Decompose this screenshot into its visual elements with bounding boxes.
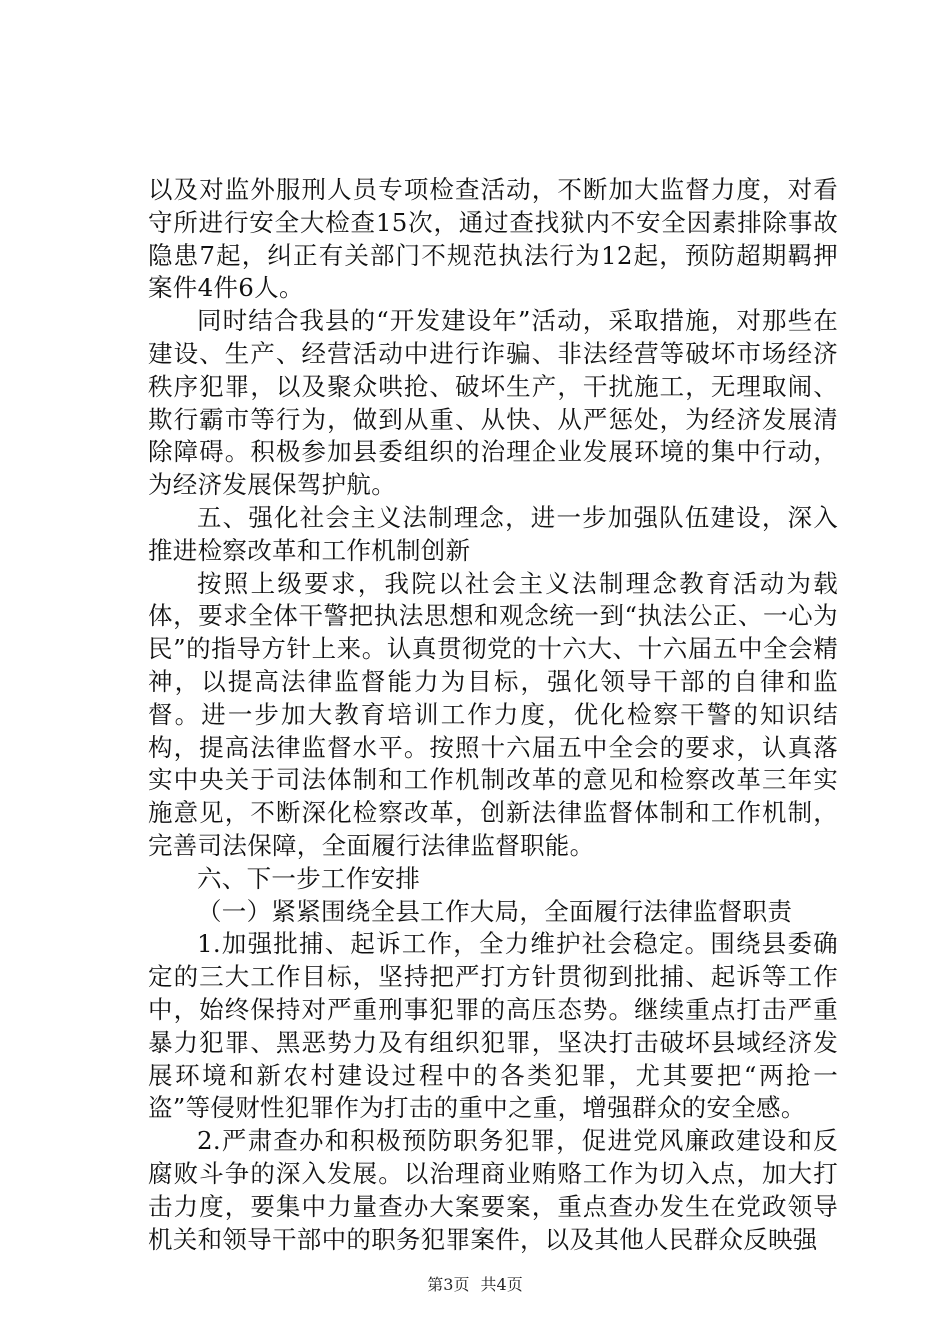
page-total: 共4页 xyxy=(480,1275,523,1294)
paragraph: 1.加强批捕、起诉工作，全力维护社会稳定。围绕县委确定的三大工作目标，坚持把严打方针贯彻到批捕、起诉等工作中，始终保持对严重刑事犯罪的高压态势。继续重点打击严重暴力犯罪、黑恶势力及有组织犯罪，坚决打击破坏县域经济发展环境和新农村建设过程中的各类犯罪，尤其要把“两抢一盗”等侵财性犯罪作为打击的重中之重，增强群众的安全感。 xyxy=(148,929,838,1123)
paragraph: 以及对监外服刑人员专项检查活动，不断加大监督力度，对看守所进行安全大检查15次，通过查找狱内不安全因素排除事故隐患7起，纠正有关部门不规范执法行为12起，预防超期羁押案件4件6人。 xyxy=(148,175,838,303)
paragraph: 同时结合我县的“开发建设年”活动，采取措施，对那些在建设、生产、经营活动中进行诈骗、非法经营等破坏市场经济秩序犯罪，以及聚众哄抢、破坏生产，干扰施工，无理取闹、欺行霸市等行为，做到从重、从快、从严惩处，为经济发展清除障碍。积极参加县委组织的治理企业发展环境的集中行动，为经济发展保驾护航。 xyxy=(148,306,838,500)
paragraph: 按照上级要求，我院以社会主义法制理念教育活动为载体，要求全体干警把执法思想和观念统一到“执法公正、一心为民”的指导方针上来。认真贯彻党的十六大、十六届五中全会精神，以提高法律监督能力为目标，强化领导干部的自律和监督。进一步加大教育培训工作力度，优化检察干警的知识结构，提高法律监督水平。按照十六届五中全会的要求，认真落实中央关于司法体制和工作机制改革的意见和检察改革三年实施意见，不断深化检察改革，创新法律监督体制和工作机制，完善司法保障，全面履行法律监督职能。 xyxy=(148,568,839,860)
section-heading: 六、下一步工作安排 xyxy=(197,863,421,893)
page-footer xyxy=(0,1275,950,1295)
section-heading: 五、强化社会主义法制理念，进一步加强队伍建设，深入推进检察改革和工作机制创新 xyxy=(148,502,838,565)
subsection-heading: （一）紧紧围绕全县工作大局，全面履行法律监督职责 xyxy=(197,896,793,926)
paragraph: 2.严肃查办和积极预防职务犯罪，促进党风廉政建设和反腐败斗争的深入发展。以治理商业贿赂工作为切入点，加大打击力度，要集中力量查办大案要案，重点查办发生在党政领导机关和领导干部中的职务犯罪案件，以及其他人民群众反映强 xyxy=(148,1126,838,1254)
document-body xyxy=(148,174,838,1256)
page-number: 第3页 xyxy=(427,1275,470,1294)
